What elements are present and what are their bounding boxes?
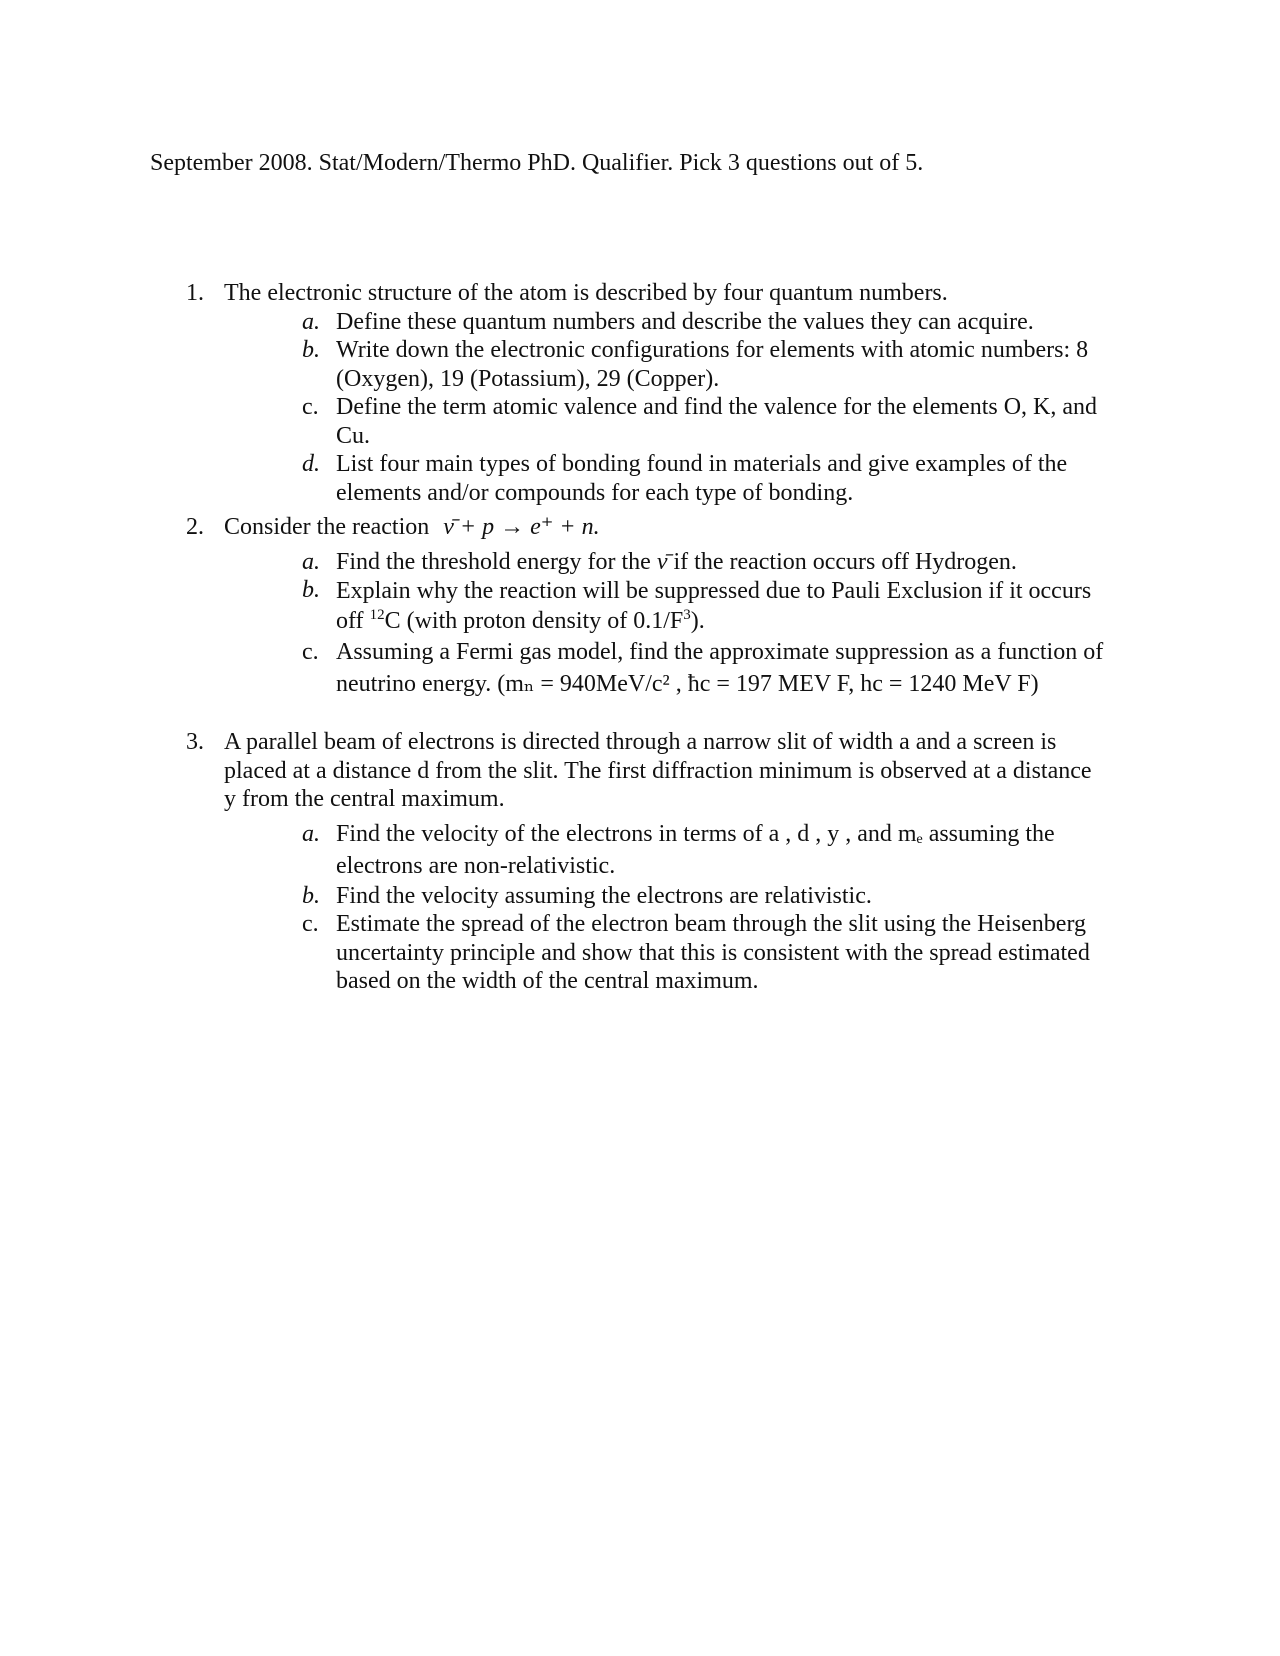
question-part: [224, 393, 1106, 450]
question-part: [224, 882, 1106, 911]
question-list: [186, 279, 1106, 996]
question-part: [224, 910, 1106, 996]
question-2: [186, 513, 1106, 700]
isotope-symbol: C: [384, 608, 401, 634]
part-label: c.: [302, 394, 319, 420]
part-text-after: (with proton density of 0.1/F: [406, 608, 684, 634]
question-text: A parallel beam of electrons is directed through a narrow slit of width a and a screen is placed at a distance d from the slit. The first diffraction minimum is observed at a distance y from the central maximum.: [224, 729, 1092, 812]
part-label: a.: [302, 548, 320, 575]
part-label: b.: [302, 337, 320, 363]
part-label: a.: [302, 308, 320, 335]
part-label: a.: [302, 820, 320, 847]
part-text-before: Find the threshold energy for the: [336, 548, 651, 575]
part-label: b.: [302, 577, 320, 603]
question-part: [224, 308, 1106, 337]
question-number: 2.: [186, 514, 204, 540]
reaction-equation: ν̄ + p → e⁺ + n.: [443, 514, 600, 540]
part-label: b.: [302, 882, 320, 909]
question-text: The electronic structure of the atom is described by four quantum numbers.: [224, 280, 948, 306]
part-text: [336, 578, 1091, 634]
part-text-end: ).: [690, 608, 705, 634]
page-title: September 2008. Stat/Modern/Thermo PhD. Qualifier. Pick 3 questions out of 5.: [150, 150, 924, 176]
question-3: [186, 728, 1106, 996]
part-label: c.: [302, 639, 319, 665]
question-part: [224, 548, 1106, 577]
isotope-mass-number: 12: [369, 607, 385, 623]
part-text-after: if the reaction occurs off Hydrogen.: [673, 548, 1017, 575]
question-1: [186, 279, 1106, 507]
part-text-before: Explain why the reaction will be suppressed due to Pauli Exclusion if it occurs off: [336, 578, 1092, 634]
part-text: Define these quantum numbers and describe the values they can acquire.: [336, 308, 1034, 335]
question-parts: [224, 818, 1106, 996]
part-label: c.: [302, 911, 319, 937]
part-label: d.: [302, 451, 320, 477]
antineutrino-symbol: ν̄: [656, 548, 668, 575]
question-text-prefix: Consider the reaction: [224, 514, 430, 540]
density-exponent: 3: [683, 607, 691, 623]
question-number: 1.: [186, 280, 204, 306]
part-text: List four main types of bonding found in materials and give examples of the elements and/or compounds for each type of bonding.: [336, 451, 1068, 506]
part-text: Estimate the spread of the electron beam through the slit using the Heisenberg uncertainty principle and show that this is consistent with the spread estimated based on the width of the central maximum.: [336, 911, 1090, 994]
part-text: Find the velocity assuming the electrons are relativistic.: [336, 882, 872, 909]
part-text: [336, 549, 1017, 575]
question-text: [224, 513, 1106, 542]
question-part: [224, 636, 1106, 700]
part-text: Define the term atomic valence and find the valence for the elements O, K, and Cu.: [336, 394, 1098, 449]
part-text: Write down the electronic configurations for elements with atomic numbers: 8 (Oxygen), 19 (Potassium), 29 (Copper).: [336, 337, 1089, 392]
part-text: Assuming a Fermi gas model, find the approximate suppression as a function of neutrino energy.: [336, 639, 1104, 697]
question-part: [224, 450, 1106, 507]
question-part: [224, 336, 1106, 393]
question-parts: [224, 308, 1106, 508]
question-part: [224, 818, 1106, 882]
question-part: [224, 576, 1106, 636]
question-parts: [224, 548, 1106, 701]
part-text: Find the velocity of the electrons in terms of a , d , y , and mₑ assuming the electrons are non-relativistic.: [336, 820, 1055, 879]
physical-constants: (mₙ = 940MeV/c² , ħc = 197 MEV F, hc = 1240 MeV F): [497, 671, 1039, 697]
question-number: 3.: [186, 729, 204, 755]
